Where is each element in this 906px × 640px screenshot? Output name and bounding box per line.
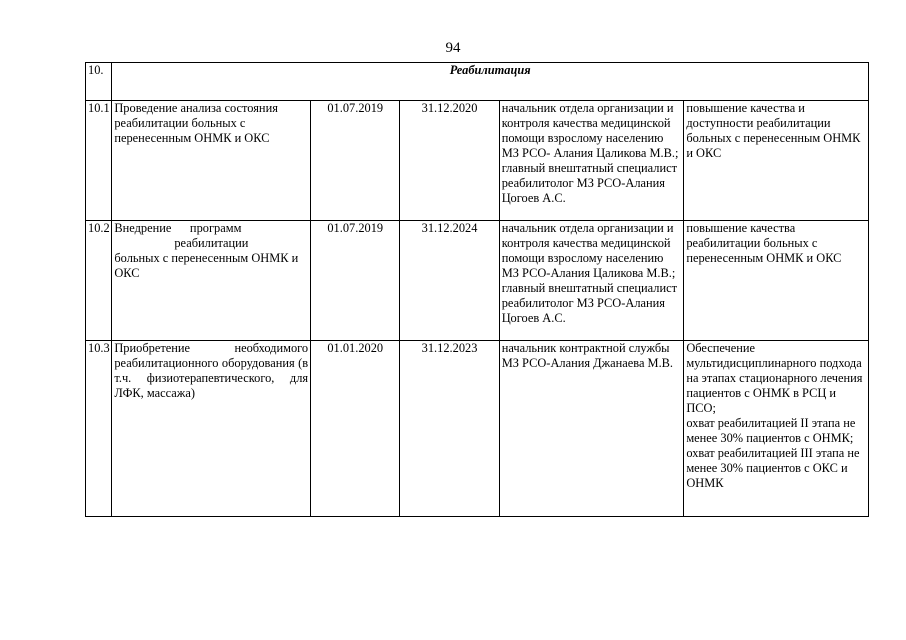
table-row [86,101,869,221]
table-row [86,221,869,341]
responsible-cell: начальник контрактной службы МЗ РСО-Алания Джанаева М.В. [499,341,684,517]
result-cell: повышение качества и доступности реабилитации больных с перенесенным ОНМК и ОКС [684,101,869,221]
row-number: 10.2 [86,221,112,341]
row-number: 10.3 [86,341,112,517]
activity-cell [112,221,311,341]
activity-line: больных с перенесенным ОНМК и ОКС [114,251,299,280]
end-date-cell: 31.12.2020 [400,101,499,221]
responsible-cell: начальник отдела организации и контроля качества медицинской помощи взрослому населению МЗ РСО- Алания Цаликова М.В.; главный внештатный специалист реабилитолог МЗ РСО-Алания Цогоев А.С. [499,101,684,221]
end-date-cell: 31.12.2024 [400,221,499,341]
start-date-cell: 01.07.2019 [311,101,400,221]
section-number: 10. [86,63,112,101]
table-row [86,341,869,517]
section-title: Реабилитация [112,63,869,101]
start-date-cell: 01.01.2020 [311,341,400,517]
result-cell: Обеспечение мультидисциплинарного подхода на этапах стационарного лечения пациентов с ОНМК в РСЦ и ПСО; охват реабилитацией II этапа не менее 30% пациентов с ОНМК; охват реабилитацией III этапа не менее 30% пациентов с ОКС и ОНМК [684,341,869,517]
section-header-row [86,63,869,101]
end-date-cell: 31.12.2023 [400,341,499,517]
activity-line: Внедрение программ [114,221,242,235]
activity-cell: Приобретение необходимого реабилитационного оборудования (в т.ч. физиотерапевтического, для ЛФК, массажа) [112,341,311,517]
start-date-cell: 01.07.2019 [311,221,400,341]
page-number: 94 [445,40,461,56]
responsible-cell: начальник отдела организации и контроля качества медицинской помощи взрослому населению МЗ РСО-Алания Цаликова М.В.; главный внештатный специалист реабилитолог МЗ РСО-Алания Цогоев А.С. [499,221,684,341]
activity-line: реабилитации [174,236,249,250]
row-number: 10.1 [86,101,112,221]
activity-cell: Проведение анализа состояния реабилитации больных с перенесенным ОНМК и ОКС [112,101,311,221]
result-cell: повышение качества реабилитации больных с перенесенным ОНМК и ОКС [684,221,869,341]
rehabilitation-table [85,62,869,517]
